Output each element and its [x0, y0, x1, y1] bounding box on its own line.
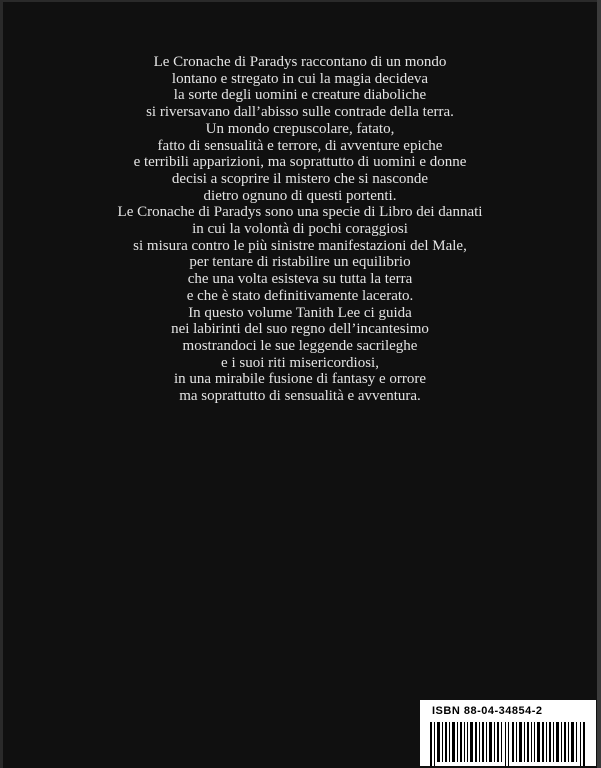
- blurb-line: per tentare di ristabilire un equilibrio: [189, 254, 411, 271]
- isbn-text: ISBN 88-04-34854-2: [432, 705, 543, 717]
- blurb-text: [90, 54, 510, 405]
- cover-edge-top: [0, 0, 601, 2]
- blurb-line: in cui la volontà di pochi coraggiosi: [192, 221, 408, 238]
- blurb-line: e terribili apparizioni, ma soprattutto di uomini e donne: [133, 154, 467, 171]
- blurb-line: Un mondo crepuscolare, fatato,: [205, 120, 395, 137]
- blurb-line: la sorte degli uomini e creature diaboliche: [173, 87, 427, 104]
- blurb-line: ma soprattutto di sensualità e avventura.: [179, 388, 421, 405]
- blurb-line: dietro ognuno di questi portenti.: [203, 187, 397, 204]
- blurb-line: fatto di sensualità e terrore, di avventure epiche: [157, 137, 443, 154]
- barcode-label: [420, 700, 596, 766]
- blurb-line: che una volta esisteva su tutta la terra: [187, 271, 413, 288]
- blurb-line: si riversavano dall’abisso sulle contrade della terra.: [146, 104, 454, 121]
- blurb-line: Le Cronache di Paradys raccontano di un mondo: [153, 54, 447, 70]
- blurb-line: e i suoi riti misericordiosi,: [221, 354, 379, 371]
- blurb-line: nei labirinti del suo regno dell’incantesimo: [171, 321, 429, 338]
- blurb-line: e che è stato definitivamente lacerato.: [186, 287, 414, 304]
- cover-edge-left: [0, 0, 3, 768]
- cover-edge-right: [597, 0, 601, 768]
- barcode-icon: [428, 722, 588, 766]
- blurb-line: In questo volume Tanith Lee ci guida: [188, 304, 412, 321]
- blurb-line: si misura contro le più sinistre manifestazioni del Male,: [133, 237, 467, 254]
- blurb-line: mostrandoci le sue leggende sacrileghe: [182, 337, 418, 354]
- blurb-line: decisi a scoprire il mistero che si nasconde: [171, 170, 429, 187]
- blurb-line: Le Cronache di Paradys sono una specie di Libro dei dannati: [117, 204, 483, 221]
- blurb-line: lontano e stregato in cui la magia decideva: [171, 70, 429, 87]
- blurb-line: in una mirabile fusione di fantasy e orrore: [174, 371, 426, 388]
